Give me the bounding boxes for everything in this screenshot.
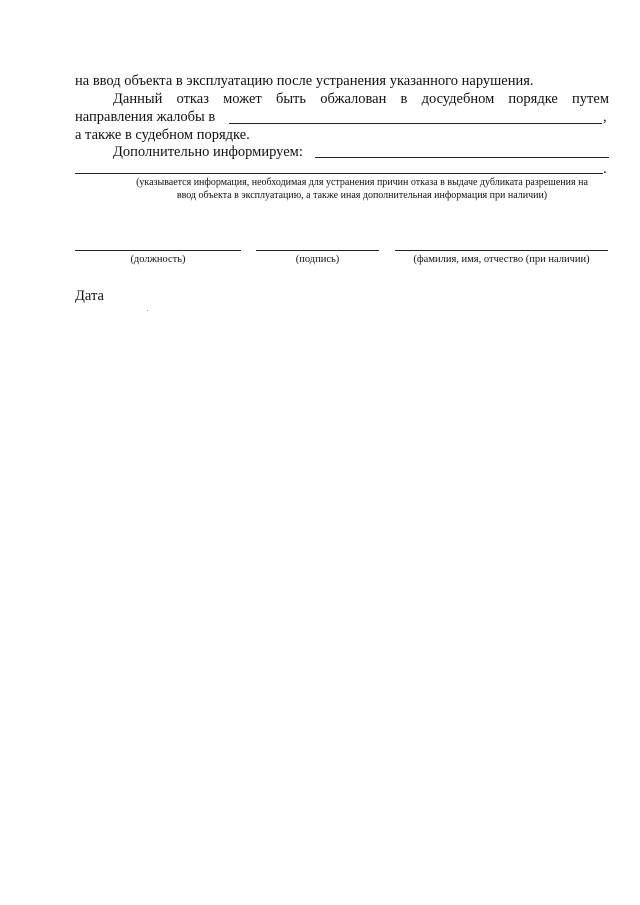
- word: путем: [572, 91, 609, 107]
- text-line-court: а также в судебном порядке.: [75, 127, 250, 143]
- word: отказ: [176, 91, 209, 107]
- signature-label: (подпись): [295, 254, 340, 265]
- signature-blank-line: [256, 250, 379, 251]
- additional-info-prefix: Дополнительно информируем:: [113, 144, 303, 160]
- text-line-eksploatatsiya: на ввод объекта в эксплуатацию после устранения указанного нарушения.: [75, 73, 534, 89]
- additional-info-note-line-2: ввод объекта в эксплуатацию, а также иная дополнительная информация при наличии): [176, 190, 548, 201]
- word: досудебном: [421, 91, 495, 107]
- appeal-blank-line: [229, 123, 602, 124]
- word: Данный: [113, 91, 163, 107]
- name-label: (фамилия, имя, отчество (при наличии): [413, 254, 590, 265]
- name-blank-line: [395, 250, 608, 251]
- paragraph-appeal-first-line: [113, 90, 609, 108]
- appeal-prefix-text: направления жалобы в: [75, 109, 216, 125]
- appeal-comma: ,: [603, 109, 607, 125]
- date-label: Дата: [75, 288, 104, 304]
- word: обжалован: [320, 91, 387, 107]
- additional-info-note-line-1: (указывается информация, необходимая для устранения причин отказа в выдаче дубликата разрешения на: [136, 177, 588, 188]
- additional-info-blank-line-2: [75, 173, 603, 174]
- word: порядке: [508, 91, 558, 107]
- word: может: [223, 91, 262, 107]
- word: быть: [275, 91, 307, 107]
- position-label: (должность): [130, 254, 186, 265]
- scan-speck: [147, 310, 148, 311]
- word: в: [400, 91, 408, 107]
- additional-info-end-dot: .: [603, 161, 607, 177]
- additional-info-blank-line-1: [315, 157, 609, 158]
- position-blank-line: [75, 250, 241, 251]
